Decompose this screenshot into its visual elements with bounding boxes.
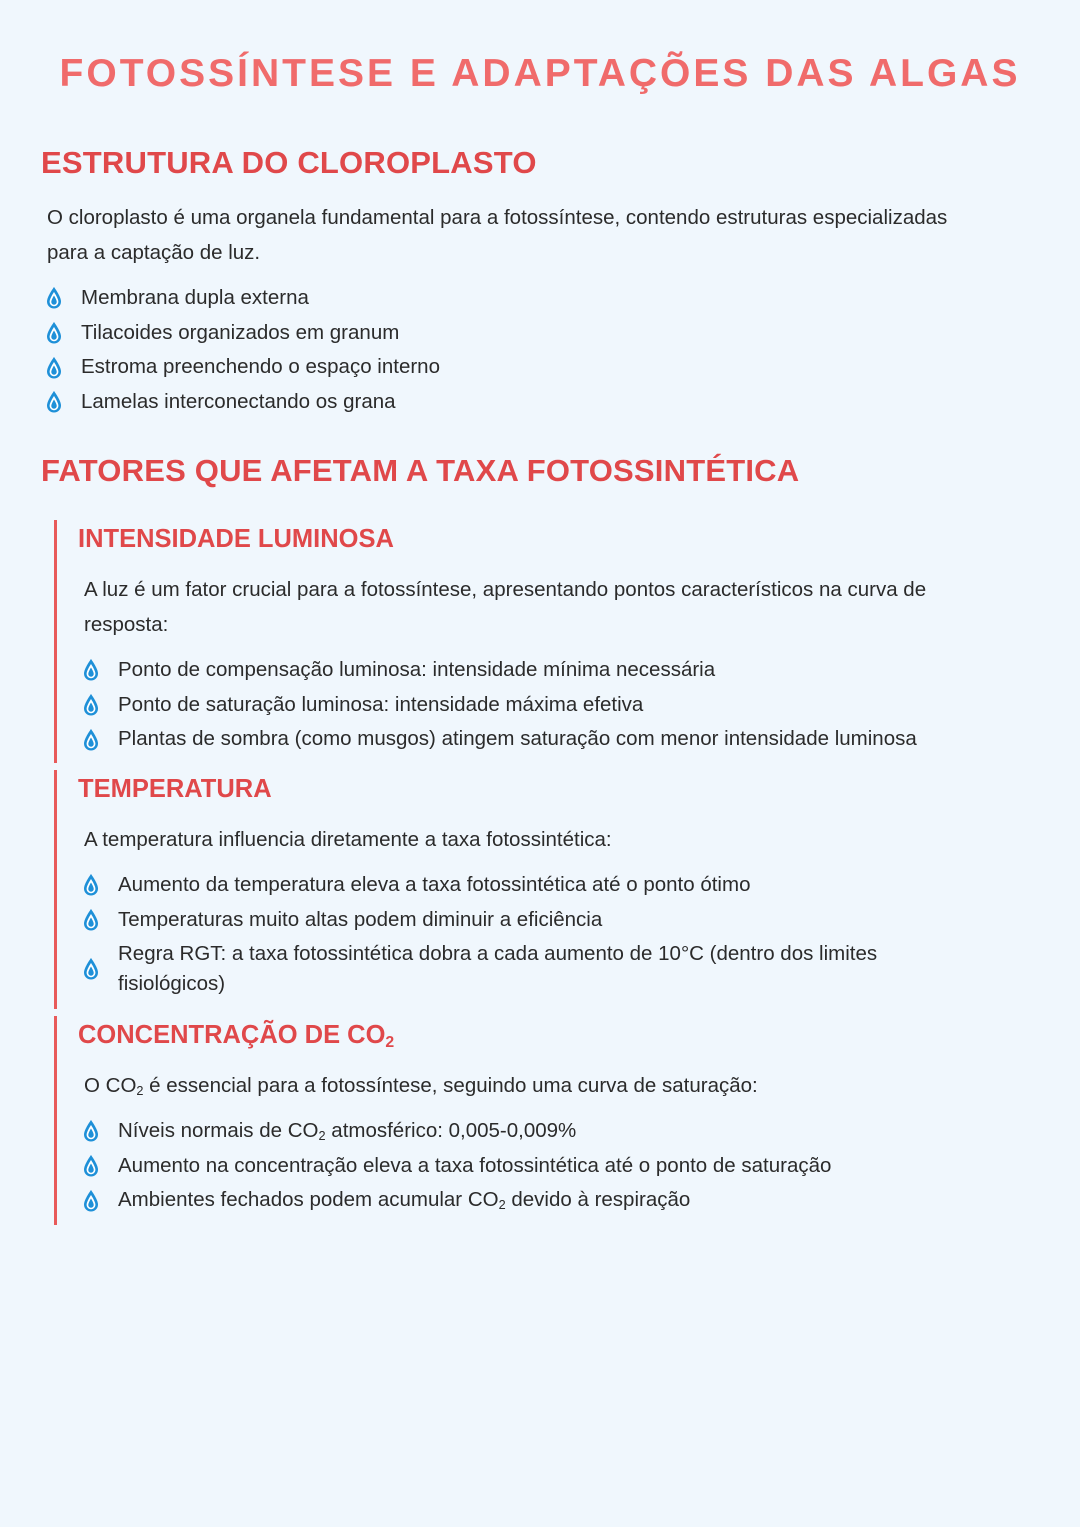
subsection-title-light: INTENSIDADE LUMINOSA xyxy=(78,525,394,553)
water-drop-icon xyxy=(82,908,100,932)
section-heading-structure: ESTRUTURA DO CLOROPLASTO xyxy=(41,145,537,180)
water-drop-icon xyxy=(82,1119,100,1143)
list-item: Ponto de saturação luminosa: intensidade máxima efetiva xyxy=(82,688,1032,723)
subsection-co2 xyxy=(54,1016,1037,1225)
water-drop-icon xyxy=(82,1154,100,1178)
water-drop-icon xyxy=(82,957,100,981)
list-item: Plantas de sombra (como musgos) atingem saturação com menor intensidade luminosa xyxy=(82,722,1032,757)
water-drop-icon xyxy=(82,873,100,897)
light-intro-line1: A luz é um fator crucial para a fotossíntese, apresentando pontos característicos na curva de xyxy=(84,578,927,601)
list-item: Níveis normais de $CO_2$ atmosférico: 0,005-0,009% xyxy=(82,1114,1032,1149)
list-item: Temperaturas muito altas podem diminuir a eficiência xyxy=(82,903,1032,938)
subsection-title-co2: CONCENTRAÇÃO DE $CO_2$ xyxy=(78,1021,395,1051)
co2-intro: O $CO_2$ é essencial para a fotossíntese, seguindo uma curva de saturação: xyxy=(84,1074,758,1099)
structure-intro-line1: O cloroplasto é uma organela fundamental para a fotossíntese, contendo estruturas especializadas xyxy=(47,206,948,229)
water-drop-icon xyxy=(82,1189,100,1213)
light-list xyxy=(82,653,1032,757)
water-drop-icon xyxy=(82,693,100,717)
list-item: Tilacoides organizados em granum xyxy=(45,316,1025,351)
list-item: Lamelas interconectando os grana xyxy=(45,385,1025,420)
subsection-light xyxy=(54,520,1037,763)
list-item: Aumento da temperatura eleva a taxa fotossintética até o ponto ótimo xyxy=(82,868,1032,903)
structure-intro xyxy=(47,200,1047,270)
list-item: Ponto de compensação luminosa: intensidade mínima necessária xyxy=(82,653,1032,688)
water-drop-icon xyxy=(45,286,63,310)
water-drop-icon xyxy=(82,658,100,682)
page-title: FOTOSSÍNTESE E ADAPTAÇÕES DAS ALGAS xyxy=(59,52,1021,95)
subsection-title-temperature: TEMPERATURA xyxy=(78,775,272,803)
temperature-list xyxy=(82,868,1032,1001)
list-item: Estroma preenchendo o espaço interno xyxy=(45,350,1025,385)
water-drop-icon xyxy=(45,321,63,345)
temperature-intro: A temperatura influencia diretamente a taxa fotossintética: xyxy=(84,828,612,851)
subsection-temperature xyxy=(54,770,1037,1009)
list-item: Membrana dupla externa xyxy=(45,281,1025,316)
water-drop-icon xyxy=(82,728,100,752)
structure-list xyxy=(45,281,1025,420)
structure-intro-line2: para a captação de luz. xyxy=(47,241,261,264)
section-heading-factors: FATORES QUE AFETAM A TAXA FOTOSSINTÉTICA xyxy=(41,453,800,488)
water-drop-icon xyxy=(45,390,63,414)
list-item: Regra RGT: a taxa fotossintética dobra a cada aumento de 10°C (dentro dos limites fisiológicos) xyxy=(82,937,1032,1001)
light-intro xyxy=(84,572,1024,642)
light-intro-line2: resposta: xyxy=(84,613,169,636)
co2-list xyxy=(82,1114,1032,1218)
list-item: Ambientes fechados podem acumular $CO_2$ devido à respiração xyxy=(82,1183,1032,1218)
list-item: Aumento na concentração eleva a taxa fotossintética até o ponto de saturação xyxy=(82,1149,1032,1184)
water-drop-icon xyxy=(45,356,63,380)
